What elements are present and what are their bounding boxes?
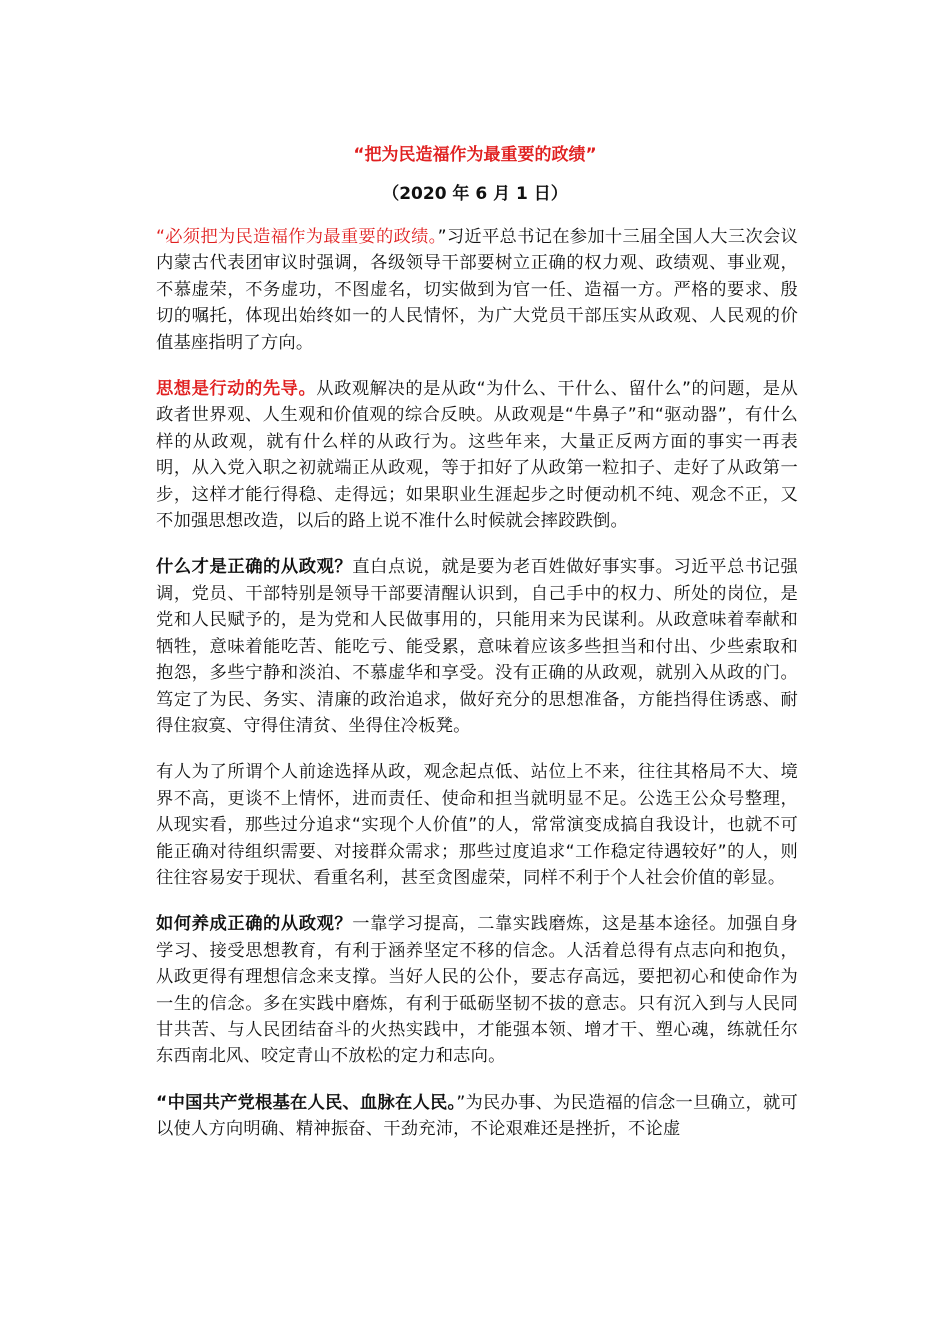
paragraph-5 xyxy=(156,911,798,1069)
paragraph-6 xyxy=(156,1090,798,1143)
paragraph-6-lead: “中国共产党根基在人民、血脉在人民。 xyxy=(156,1092,457,1113)
paragraph-3 xyxy=(156,554,798,739)
paragraph-2-text: 从政观解决的是从政“为什么、干什么、留什么”的问题，是从政者世界观、人生观和价值观的综合反映。从政观是“牛鼻子”和“驱动器”，有什么样的从政观，就有什么样的从政行为。这些年来，大量正反两方面的事实一再表明，从入党入职之初就端正从政观，等于扣好了从政第一粒扣子、走好了从政第一步，这样才能行得稳、走得远；如果职业生涯起步之时便动机不纯、观念不正，又不加强思想改造，以后的路上说不准什么时候就会摔跤跌倒。 xyxy=(156,379,798,532)
paragraph-3-text: 直白点说，就是要为老百姓做好事实事。习近平总书记强调，党员、干部特别是领导干部要清醒认识到，自己手中的权力、所处的岗位，是党和人民赋予的，是为党和人民做事用的，只能用来为民谋利。从政意味着奉献和牺牲，意味着能吃苦、能吃亏、能受累，意味着应该多些担当和付出、少些索取和抱怨，多些宁静和淡泊、不慕虚华和享受。没有正确的从政观，就别入从政的门。笃定了为民、务实、清廉的政治追求，做好充分的思想准备，方能挡得住诱惑、耐得住寂寞、守得住清贫、坐得住冷板凳。 xyxy=(156,557,798,736)
paragraph-5-text: 一靠学习提高，二靠实践磨炼，这是基本途径。加强自身学习、接受思想教育，有利于涵养坚定不移的信念。人活着总得有点志向和抱负，从政更得有理想信念来支撑。当好人民的公仆，要志存高远，要把初心和使命作为一生的信念。多在实践中磨炼，有利于砥砺坚韧不拔的意志。只有沉入到与人民同甘共苦、与人民团结奋斗的火热实践中，才能强本领、增才干、塑心魂，练就任尔东西南北风、咬定青山不放松的定力和志向。 xyxy=(156,914,798,1067)
document-body xyxy=(156,224,798,1163)
paragraph-2 xyxy=(156,376,798,534)
document-title: “把为民造福作为最重要的政绩” xyxy=(353,145,597,165)
paragraph-1 xyxy=(156,224,798,356)
paragraph-4-text: 有人为了所谓个人前途选择从政，观念起点低、站位上不来，往往其格局不大、境界不高，更谈不上情怀，进而责任、使命和担当就明显不足。公选王公众号整理，从现实看，那些过分追求“实现个人价值”的人，常常演变成搞自我设计，也就不可能正确对待组织需要、对接群众需求；那些过度追求“工作稳定待遇较好”的人，则往往容易安于现状、看重名利，甚至贪图虚荣，同样不利于个人社会价值的彰显。 xyxy=(156,762,798,888)
document-date: （2020 年 6 月 1 日） xyxy=(382,184,568,204)
paragraph-3-lead: 什么才是正确的从政观？ xyxy=(156,557,353,578)
paragraph-1-text: ”习近平总书记在参加十三届全国人大三次会议内蒙古代表团审议时强调，各级领导干部要树立正确的权力观、政绩观、事业观，不慕虚荣，不务虚功，不图虚名，切实做到为官一任、造福一方。严格的要求、殷切的嘱托，体现出始终如一的人民情怀，为广大党员干部压实从政观、人民观的价值基座指明了方向。 xyxy=(156,227,798,353)
paragraph-2-lead: 思想是行动的先导。 xyxy=(156,379,317,400)
paragraph-1-lead: “必须把为民造福作为最重要的政绩。 xyxy=(156,227,438,247)
paragraph-6-text: ”为民办事、为民造福的信念一旦确立，就可以使人方向明确、精神振奋、干劲充沛，不论艰难还是挫折，不论虚 xyxy=(156,1092,798,1140)
paragraph-4 xyxy=(156,759,798,891)
paragraph-5-lead: 如何养成正确的从政观？ xyxy=(156,914,353,935)
